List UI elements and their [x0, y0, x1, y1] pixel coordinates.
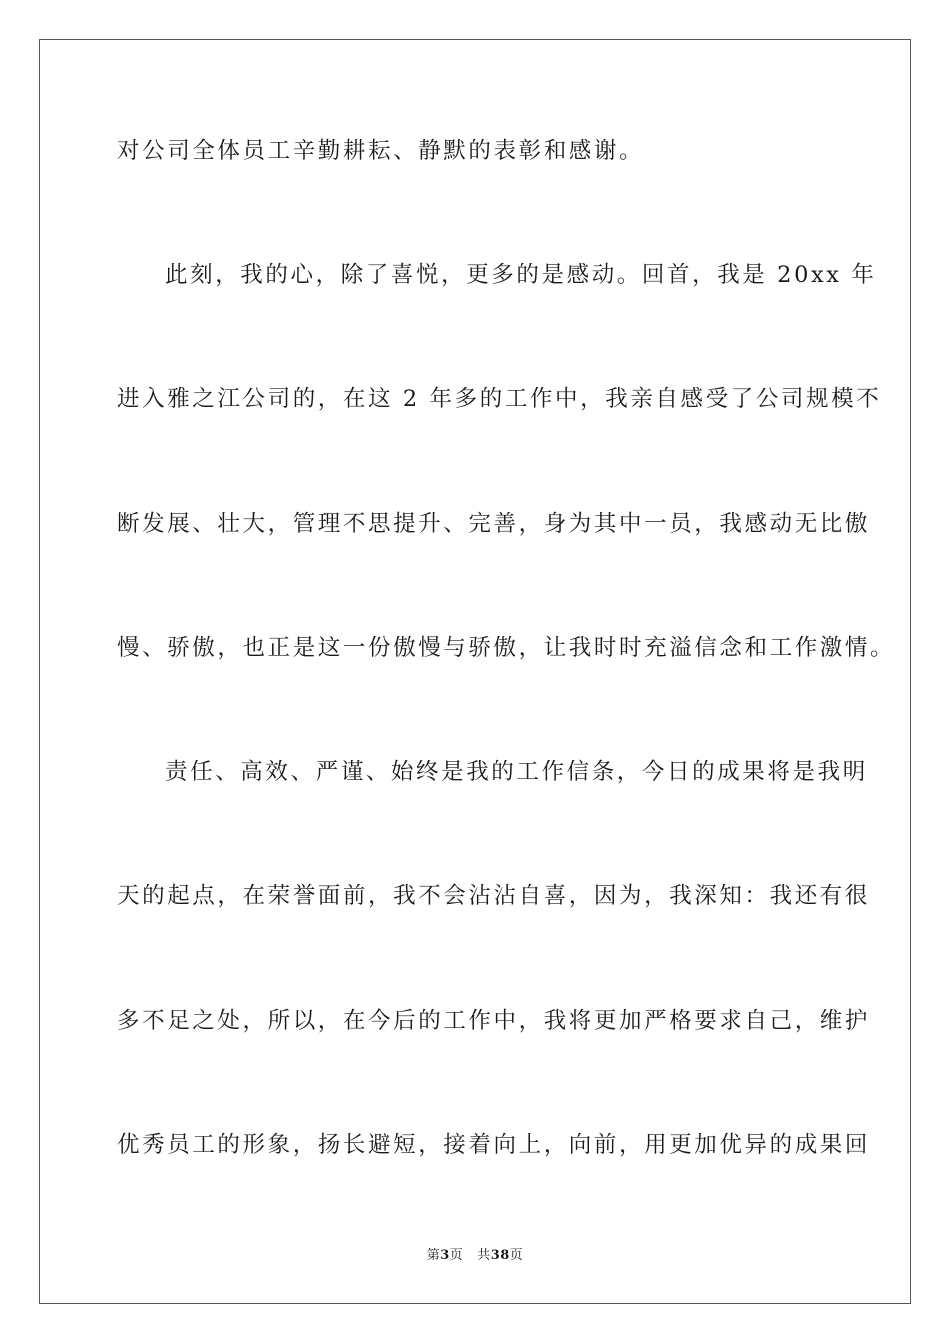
text-line: 此刻，我的心，除了喜悦，更多的是感动。回首，我是 20xx 年 — [165, 262, 877, 288]
text-line: 责任、高效、严谨、始终是我的工作信条，今日的成果将是我明 — [165, 759, 868, 785]
text-line: 慢、骄傲，也正是这一份傲慢与骄傲，让我时时充溢信念和工作激情。 — [117, 635, 896, 661]
text-line: 对公司全体员工辛勤耕耘、静默的表彰和感谢。 — [117, 138, 645, 164]
total-page-count: 38 — [490, 1248, 510, 1263]
total-prefix: 共 — [477, 1248, 491, 1263]
text-line: 断发展、壮大，管理不思提升、完善，身为其中一员，我感动无比傲 — [117, 511, 871, 537]
current-page-number: 3 — [440, 1248, 450, 1263]
page-prefix: 第 — [426, 1248, 441, 1263]
page-footer — [0, 1247, 950, 1265]
text-line: 多不足之处，所以，在今后的工作中，我将更加严格要求自己，维护 — [117, 1008, 871, 1034]
page-frame — [39, 39, 911, 1304]
text-line: 优秀员工的形象，扬长避短，接着向上，向前，用更加优异的成果回 — [117, 1132, 871, 1158]
page-unit: 页 — [449, 1248, 464, 1263]
text-line: 天的起点，在荣誉面前，我不会沾沾自喜，因为，我深知：我还有很 — [117, 883, 871, 909]
total-unit: 页 — [509, 1248, 524, 1263]
text-line: 进入雅之江公司的，在这 2 年多的工作中，我亲自感受了公司规模不 — [117, 386, 882, 412]
